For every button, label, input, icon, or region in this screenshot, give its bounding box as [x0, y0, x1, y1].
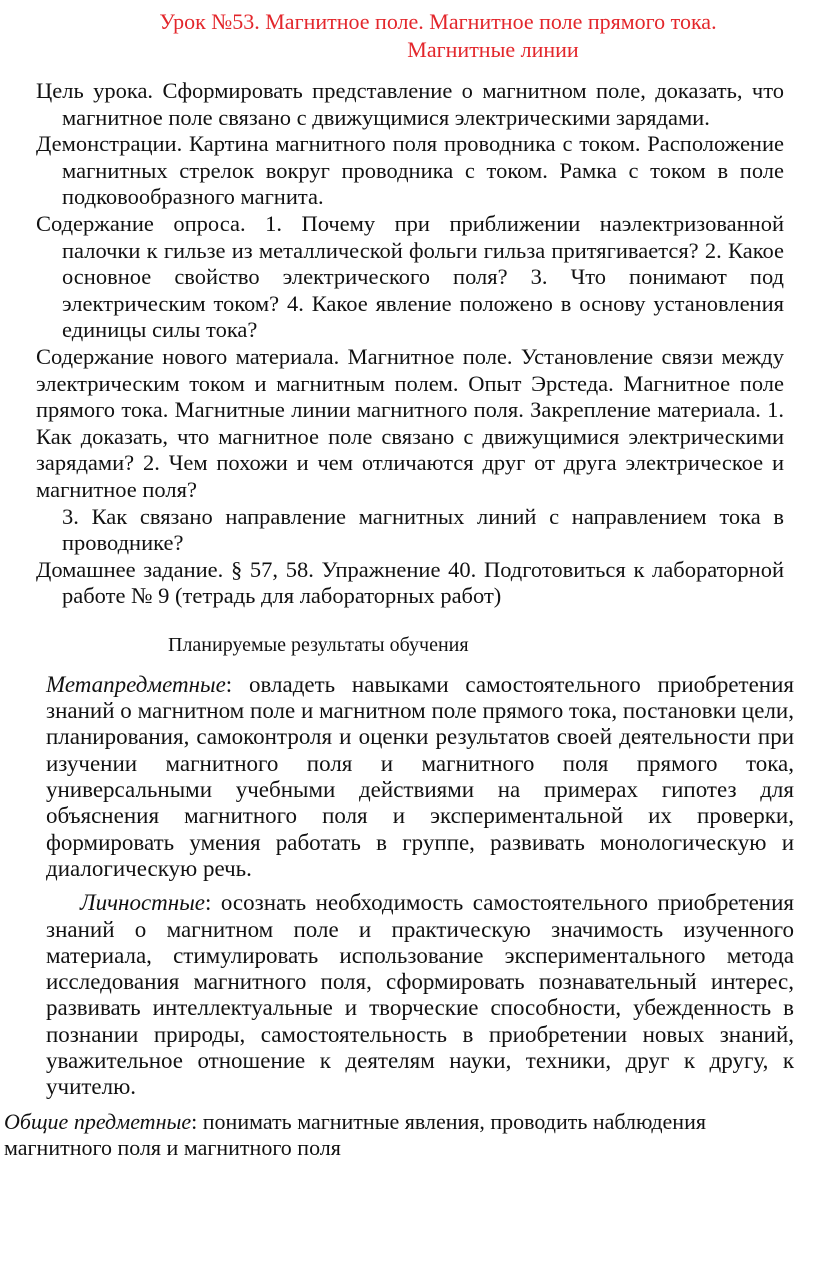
homework-label: Домашнее задание.: [36, 556, 224, 582]
lesson-title: [0, 8, 816, 64]
homework-paragraph: [36, 557, 784, 610]
subject-results-text: : понимать магнитные явления, проводить наблюдения магнитного поля и магнитного поля: [4, 1108, 706, 1160]
new-material-question-3: 3. Как связано направление магнитных линий с направлением тока в проводнике?: [62, 503, 784, 556]
demos-paragraph: [36, 131, 784, 211]
personal-results-label: Личностные: [80, 890, 205, 916]
lesson-plan: [0, 78, 816, 610]
goal-paragraph: [36, 78, 784, 131]
personal-results-text: : осознать необходимость самостоятельного приобретения знаний о магнитном поле и практическую значимость изученного материала, стимулировать использование экспериментального метода исследования магнитного поля, сформировать познавательный интерес, развивать интеллектуальные и творческие способности, убежденность в познании природы, самостоятельность в приобретении новых знаний, уважительное отношение к деятелям науки, техники, друг к другу, к учителю.: [46, 890, 794, 1100]
demos-label: Демонстрации.: [36, 131, 183, 157]
lesson-title-line-1: Урок №53. Магнитное поле. Магнитное поле прямого тока.: [159, 9, 717, 34]
personal-results-paragraph: [46, 890, 794, 1100]
results-heading: Планируемые результаты обучения: [168, 633, 469, 656]
goal-label: Цель урока.: [36, 78, 154, 103]
subject-results-paragraph: [4, 1109, 806, 1161]
survey-label: Содержание опроса.: [36, 210, 246, 236]
demos-text: Картина магнитного поля проводника с током. Расположение магнитных стрелок вокруг проводника с током. Рамка с током в поле подковообразного магнита.: [62, 131, 784, 210]
subject-results-label: Общие предметные: [4, 1108, 192, 1134]
meta-results-paragraph: [46, 672, 794, 882]
survey-text: 1. Почему при приближении наэлектризованной палочки к гильзе из металлической фольги гильза притягивается? 2. Какое основное свойство электрического поля? 3. Что понимают под электрическим током? 4. Какое явление положено в основу установления единицы силы тока?: [62, 210, 785, 343]
goal-text: Сформировать представление о магнитном поле, доказать, что магнитное поле связано с движущимися электрическими зарядами.: [62, 78, 784, 130]
meta-results-text: : овладеть навыками самостоятельного приобретения знаний о магнитном поле и магнитном поле прямого тока, постановки цели, планирования, самоконтроля и оценки результатов своей деятельности при изучении магнитного поля и магнитного поля прямого тока, универсальными учебными действиями на примерах гипотез для объяснения магнитного поля и экспериментальной их проверки, формировать умения работать в группе, развивать монологическую и диалогическую речь.: [46, 671, 794, 881]
new-material-paragraph: Содержание нового материала. Магнитное поле. Установление связи между электрическим током и магнитным полем. Опыт Эрстеда. Магнитное поле прямого тока. Магнитные линии магнитного поля. Закрепление материала. 1. Как доказать, что магнитное поле связано с движущимися электрическими зарядами? 2. Чем похожи и чем отличаются друг от друга электрическое и магнитное поля?: [36, 343, 784, 502]
lesson-title-line-2: Магнитные линии: [407, 37, 579, 62]
survey-paragraph: [36, 211, 784, 344]
homework-text: § 57, 58. Упражнение 40. Подготовиться к лабораторной работе № 9 (тетрадь для лабораторных работ): [62, 556, 784, 609]
meta-results-label: Метапредметные: [46, 671, 226, 697]
